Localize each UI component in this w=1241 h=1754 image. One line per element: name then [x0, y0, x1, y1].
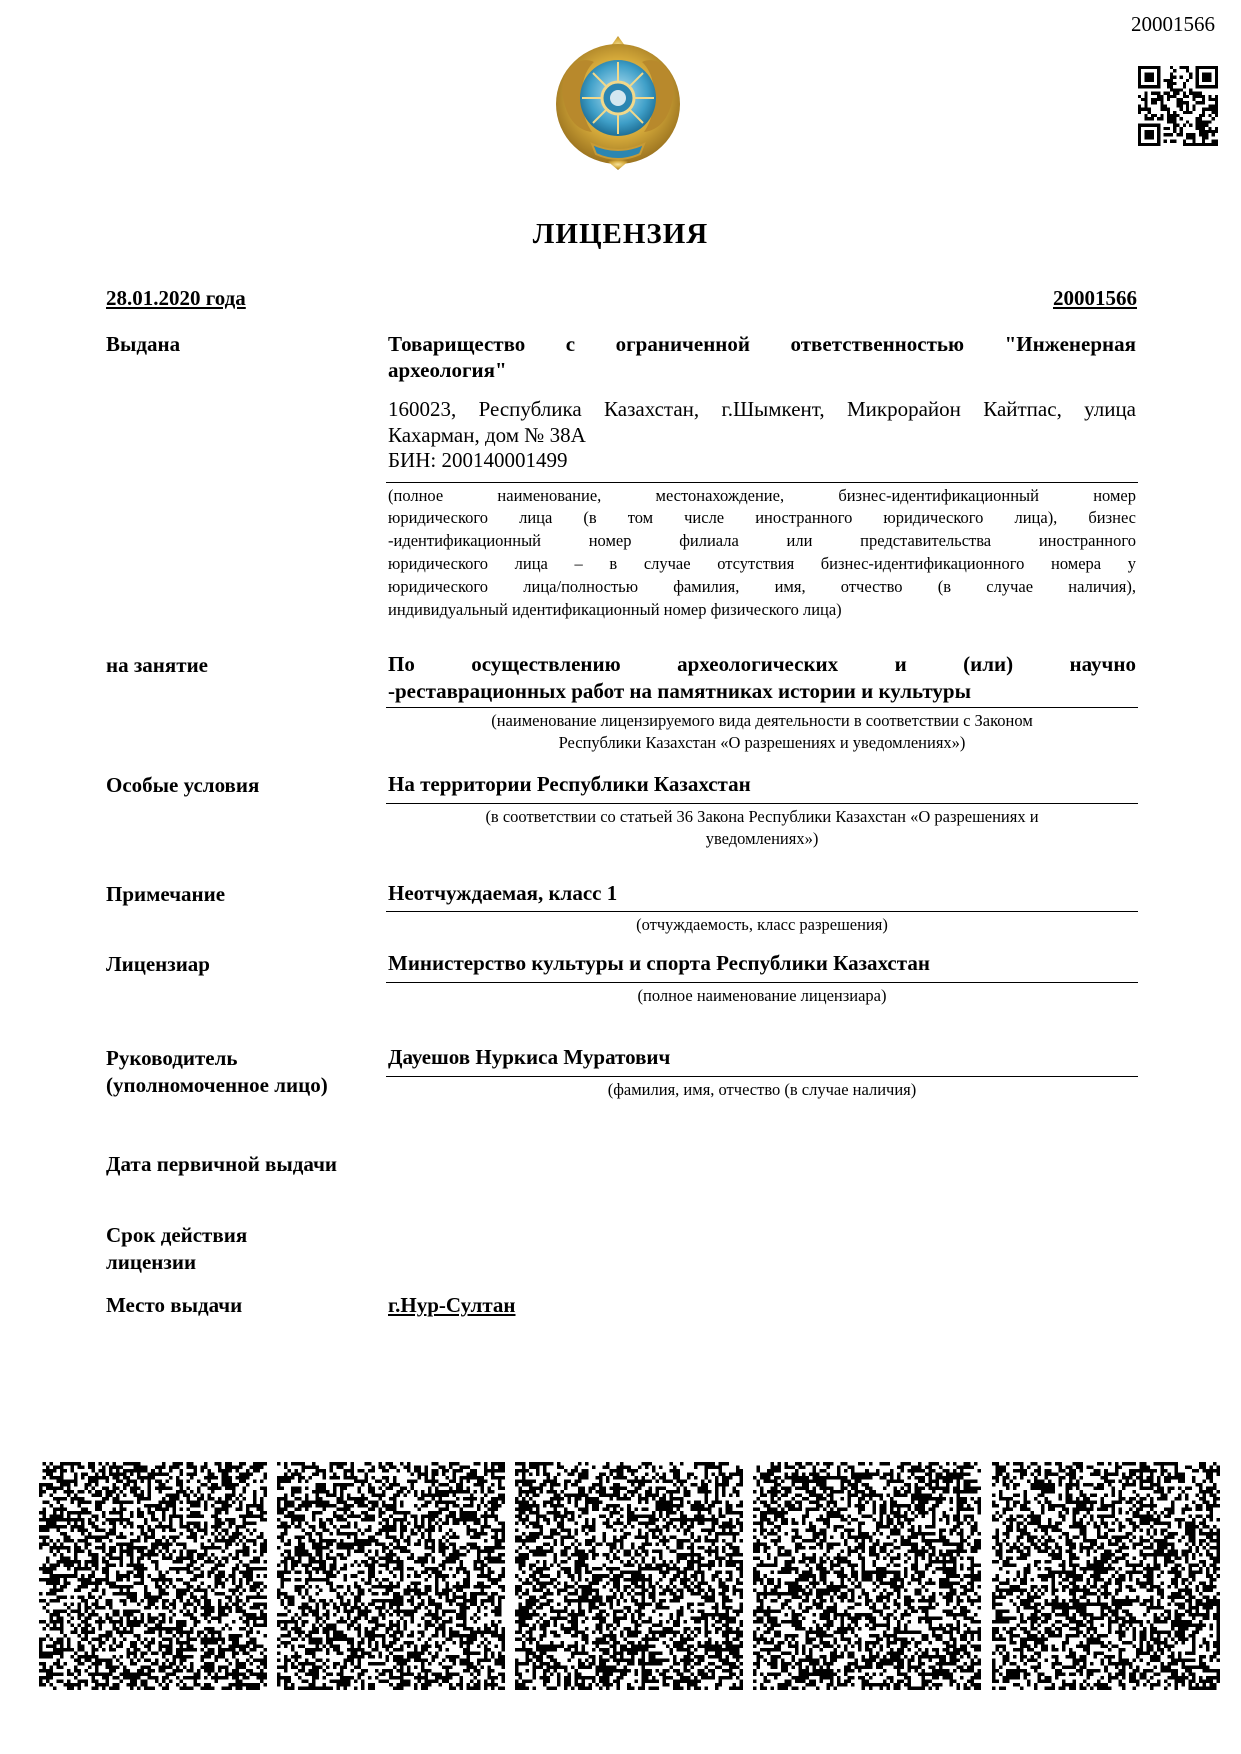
- licensee-name-line2: археология": [388, 358, 507, 382]
- conditions-label: Особые условия: [106, 773, 260, 797]
- place-label: Место выдачи: [106, 1293, 243, 1317]
- activity-hint-line2: Республики Казахстан «О разрешениях и уведомлениях»): [558, 733, 966, 752]
- activity-divider: [386, 707, 1138, 708]
- note-value: Неотчуждаемая, класс 1: [388, 881, 618, 905]
- head-value: Дауешов Нуркиса Муратович: [388, 1045, 671, 1069]
- issued-hint-line4: юридического лица – в случае отсутствия бизнес-идентификационного номера у: [388, 554, 1136, 573]
- licensee-bin: БИН: 200140001499: [388, 448, 568, 472]
- qr-code-5: [992, 1462, 1220, 1690]
- head-label-line2: (уполномоченное лицо): [106, 1073, 328, 1097]
- note-label: Примечание: [106, 882, 226, 906]
- validity-label-line2: лицензии: [106, 1250, 197, 1274]
- head-hint: (фамилия, имя, отчество (в случае наличия): [607, 1080, 917, 1099]
- issued-hint-line3: -идентификационный номер филиала или представительства иностранного: [388, 531, 1136, 550]
- note-divider: [386, 911, 1138, 912]
- conditions-hint-line2: уведомлениях»): [705, 829, 819, 848]
- licensor-label: Лицензиар: [106, 952, 210, 976]
- qr-code-3: [515, 1462, 743, 1690]
- head-label-line1: Руководитель: [106, 1046, 238, 1070]
- issue-date: 28.01.2020 года: [106, 286, 246, 310]
- license-number: 20001566: [1053, 286, 1137, 310]
- conditions-divider: [386, 803, 1138, 804]
- issued-hint-line5: юридического лица/полностью фамилия, имя, отчество (в случае наличия),: [388, 577, 1136, 596]
- document-number-corner: 20001566: [1131, 12, 1215, 36]
- issued-hint-line2: юридического лица (в том числе иностранного юридического лица), бизнес: [388, 508, 1136, 527]
- issued-hint-line1: (полное наименование, местонахождение, бизнес-идентификационный номер: [388, 486, 1136, 505]
- first-issue-label: Дата первичной выдачи: [106, 1152, 338, 1176]
- licensor-value: Министерство культуры и спорта Республики Казахстан: [388, 951, 930, 975]
- activity-hint-line1: (наименование лицензируемого вида деятельности в соответствии с Законом: [491, 711, 1033, 730]
- document-title: ЛИЦЕНЗИЯ: [532, 218, 709, 250]
- licensee-address-line2: Кахарман, дом № 38А: [388, 423, 586, 447]
- licensee-address-line1: 160023, Республика Казахстан, г.Шымкент, Микрорайон Кайтпас, улица: [388, 397, 1136, 421]
- state-emblem-icon: [548, 32, 688, 172]
- qr-code-small: [1138, 66, 1218, 146]
- conditions-hint-line1: (в соответствии со статьей 36 Закона Республики Казахстан «О разрешениях и: [485, 807, 1039, 826]
- validity-label-line1: Срок действия: [106, 1223, 248, 1247]
- conditions-value: На территории Республики Казахстан: [388, 772, 751, 796]
- place-value: г.Нур-Султан: [388, 1293, 516, 1317]
- licensor-hint: (полное наименование лицензиара): [637, 986, 887, 1005]
- licensor-divider: [386, 982, 1138, 983]
- activity-value-line2: -реставрационных работ на памятниках истории и культуры: [388, 679, 971, 703]
- qr-code-4: [753, 1462, 981, 1690]
- qr-code-2: [277, 1462, 505, 1690]
- issued-hint-line6: индивидуальный идентификационный номер физического лица): [388, 600, 842, 619]
- note-hint: (отчуждаемость, класс разрешения): [636, 915, 888, 934]
- activity-label: на занятие: [106, 653, 208, 677]
- activity-value-line1: По осуществлению археологических и (или) научно: [388, 652, 1136, 676]
- head-divider: [386, 1076, 1138, 1077]
- issued-label: Выдана: [106, 332, 181, 356]
- issued-divider: [386, 482, 1138, 483]
- licensee-name-line1: Товарищество с ограниченной ответственностью "Инженерная: [388, 332, 1136, 356]
- qr-code-1: [39, 1462, 267, 1690]
